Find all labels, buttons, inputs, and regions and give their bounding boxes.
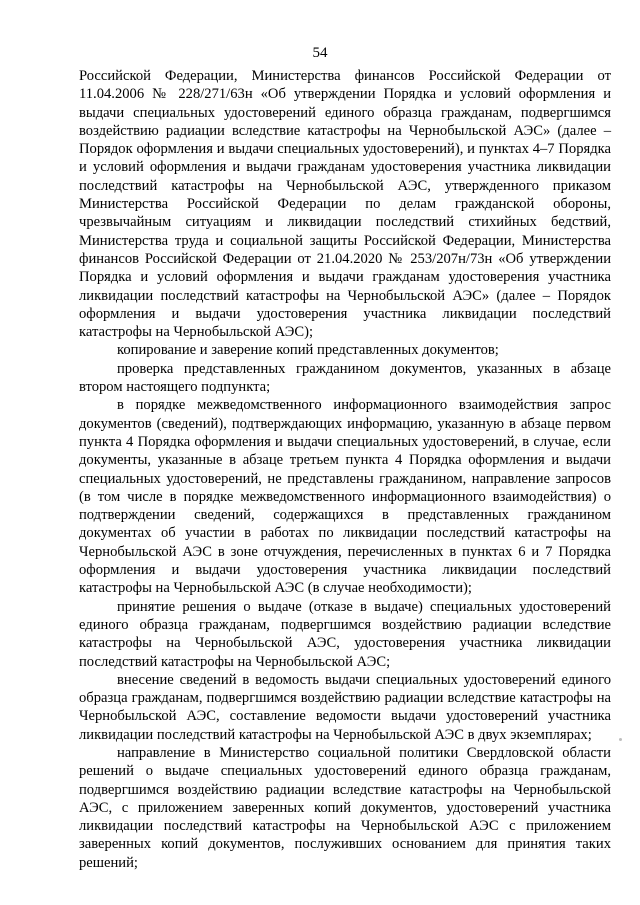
- document-body: [79, 67, 611, 872]
- page-number: 54: [312, 45, 328, 61]
- scan-artifact: [619, 738, 622, 741]
- paragraph-verification: проверка представленных гражданином документов, указанных в абзаце втором настоящего подпункта;: [79, 360, 611, 396]
- paragraph-interagency-request: в порядке межведомственного информационного взаимодействия запрос документов (сведений), подтверждающих информацию, указанную в абзаце первом пункта 4 Порядка оформления и выдачи специальных удостоверений, в случае, если документы, указанные в абзаце третьем пункта 4 Порядка оформления и выдачи специальных удостоверений, не представлены гражданином, направление запросов (в том числе в порядке межведомственного информационного взаимодействия) о подтверждении сведений, содержащихся в представленных гражданином документах об участии в работах по ликвидации последствий катастрофы на Чернобыльской АЭС в зоне отчуждения, перечисленных в пунктах 6 и 7 Порядка оформления и выдачи удостоверения участника ликвидации последствий катастрофы на Чернобыльской АЭС (в случае необходимости);: [79, 397, 611, 597]
- paragraph-copying: копирование и заверение копий представленных документов;: [117, 342, 499, 359]
- paragraph-decision: принятие решения о выдаче (отказе в выдаче) специальных удостоверений единого образца гражданам, подвергшимся воздействию радиации вследствие катастрофы на Чернобыльской АЭС, удостоверения участника ликвидации последствий катастрофы на Чернобыльской АЭС;: [79, 598, 611, 670]
- paragraph-submission: направление в Министерство социальной политики Свердловской области решений о выдаче специальных удостоверений единого образца гражданам, подвергшимся воздействию радиации вследствие катастрофы на Чернобыльской АЭС, с приложением заверенных копий документов, удостоверений участника ликвидации последствий катастрофы на Чернобыльской АЭС с приложением заверенных копий документов, послуживших основанием для принятия таких решений;: [79, 744, 611, 871]
- paragraph-register: внесение сведений в ведомость выдачи специальных удостоверений единого образца гражданам, подвергшимся воздействию радиации вследствие катастрофы на Чернобыльской АЭС, составление ведомости выдачи удостоверений участника ликвидации последствий катастрофы на Чернобыльской АЭС в двух экземплярах;: [79, 671, 611, 743]
- paragraph-continuation: Российской Федерации, Министерства финансов Российской Федерации от 11.04.2006 № 228/271/63н «Об утверждении Порядка и условий оформления и выдачи специальных удостоверений единого образца гражданам, подвергшимся воздействию радиации вследствие катастрофы на Чернобыльской АЭС» (далее – Порядок оформления и выдачи специальных удостоверений), и пунктах 4–7 Порядка и условий оформления и выдачи гражданам удостоверения участника ликвидации последствий катастрофы на Чернобыльской АЭС, утвержденного приказом Министерства Российской Федерации по делам гражданской обороны, чрезвычайным ситуациям и ликвидации последствий стихийных бедствий, Министерства труда и социальной защиты Российской Федерации, Министерства финансов Российской Федерации от 21.04.2020 № 253/207н/73н «Об утверждении Порядка и условий оформления и выдачи гражданам удостоверения участника ликвидации последствий катастрофы на Чернобыльской АЭС» (далее – Порядок оформления и выдачи удостоверения участника ликвидации последствий катастрофы на Чернобыльской АЭС);: [79, 68, 611, 341]
